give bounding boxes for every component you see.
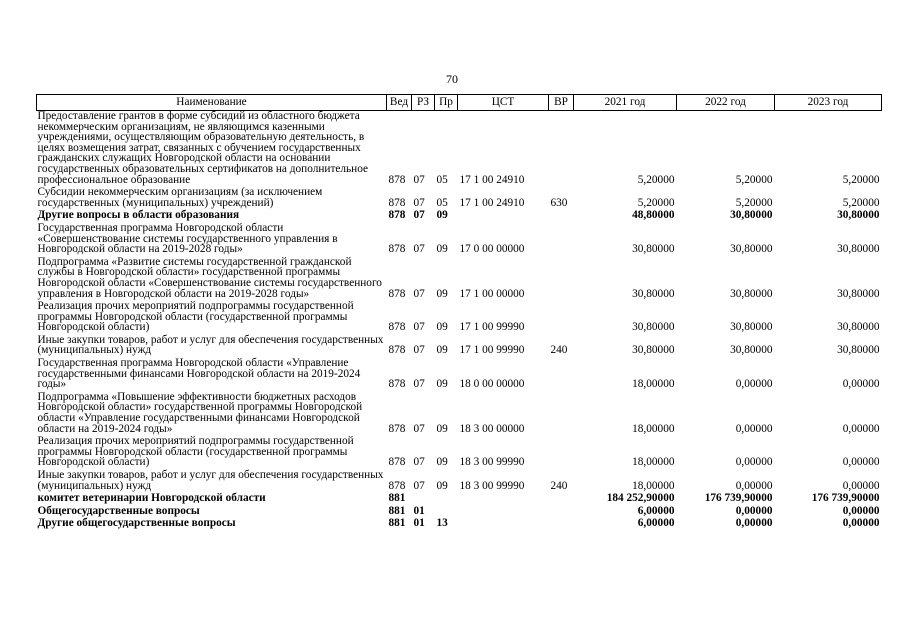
header-name: Наименование [37, 95, 387, 111]
name-cell: Подпрограмма «Повышение эффективности бюджетных расходов Новгородской области» государственной программы Новгородской области «Управление государственными финансами Новгородской области на 2019-2024 годы» [37, 390, 363, 435]
header-cst: ЦСТ [458, 95, 549, 111]
value-2023-cell: 0,00000 [842, 422, 880, 435]
pr-cell: 09 [436, 243, 448, 256]
value-2023-cell: 5,20000 [842, 196, 880, 209]
name-cell: Реализация прочих мероприятий подпрограммы государственной программы Новгородской области (государственной программы Новгородской области) [37, 300, 354, 334]
rz-cell: 07 [413, 422, 425, 435]
cst-cell: 17 1 00 99990 [459, 321, 525, 334]
cst-cell: 17 1 00 99990 [459, 344, 525, 357]
vr-cell: 240 [550, 344, 568, 357]
table-row [37, 301, 882, 335]
value-2023-cell: 5,20000 [842, 173, 880, 186]
vr-cell [549, 506, 574, 519]
value-2022-cell: 0,00000 [735, 456, 773, 469]
name-cell: Иные закупки товаров, работ и услуг для обеспечения государственных (муниципальных) нужд [37, 469, 384, 492]
value-2022-cell: 5,20000 [735, 196, 773, 209]
ved-cell: 878 [388, 422, 406, 435]
value-2022-cell: 30,80000 [730, 209, 773, 222]
pr-cell: 09 [436, 479, 448, 492]
value-2021-cell: 184 252,90000 [606, 492, 675, 505]
cst-cell: 17 0 00 00000 [459, 243, 525, 256]
value-2022-cell: 30,80000 [730, 321, 773, 334]
value-2022-cell: 30,80000 [730, 344, 773, 357]
ved-cell: 878 [388, 287, 406, 300]
pr-cell: 09 [436, 378, 448, 391]
rz-cell: 07 [413, 456, 425, 469]
rz-cell: 07 [413, 243, 425, 256]
rz-cell [412, 493, 435, 506]
table-row [37, 335, 882, 358]
pr-cell: 09 [436, 456, 448, 469]
pr-cell: 09 [436, 321, 448, 334]
table-row [37, 187, 882, 210]
cst-cell: 18 3 00 99990 [459, 479, 525, 492]
rz-cell: 07 [413, 321, 425, 334]
name-cell: Общегосударственные вопросы [37, 504, 200, 517]
header-2021: 2021 год [574, 95, 677, 111]
value-2022-cell: 0,00000 [735, 517, 773, 530]
cst-cell [458, 518, 549, 531]
name-cell: Другие общегосударственные вопросы [37, 517, 236, 530]
vr-cell [549, 392, 574, 436]
name-cell: комитет ветеринарии Новгородской области [37, 492, 266, 505]
ved-cell: 878 [388, 196, 406, 209]
value-2021-cell: 18,00000 [632, 422, 675, 435]
cst-cell: 18 0 00 00000 [459, 378, 525, 391]
header-2022: 2022 год [677, 95, 775, 111]
rz-cell: 07 [413, 173, 425, 186]
pr-cell [435, 493, 458, 506]
table-row [37, 257, 882, 301]
value-2021-cell: 18,00000 [632, 456, 675, 469]
cst-cell: 17 1 00 24910 [459, 173, 525, 186]
table-row [37, 518, 882, 531]
pr-cell: 09 [436, 287, 448, 300]
header-rz: РЗ [412, 95, 435, 111]
vr-cell [549, 301, 574, 335]
budget-table [36, 94, 882, 531]
value-2022-cell: 0,00000 [735, 504, 773, 517]
value-2023-cell: 176 739,90000 [811, 492, 880, 505]
value-2021-cell: 18,00000 [632, 378, 675, 391]
value-2021-cell: 6,00000 [637, 517, 675, 530]
name-cell: Подпрограмма «Развитие системы государственной гражданской службы в Новгородской области» государственной программы Новгородской области «Совершенствование системы государственного управления в Новгородской области на 2019-2028 годы» [37, 255, 382, 300]
value-2023-cell: 0,00000 [842, 504, 880, 517]
table-row [37, 111, 882, 188]
ved-cell: 878 [388, 456, 406, 469]
vr-cell [549, 223, 574, 257]
ved-cell: 878 [388, 378, 406, 391]
ved-cell: 878 [388, 479, 406, 492]
table-row [37, 392, 882, 436]
value-2022-cell: 0,00000 [735, 378, 773, 391]
value-2021-cell: 30,80000 [632, 321, 675, 334]
ved-cell: 878 [388, 209, 406, 222]
pr-cell: 09 [436, 209, 448, 222]
ved-cell: 878 [388, 321, 406, 334]
value-2022-cell: 176 739,90000 [704, 492, 773, 505]
vr-cell [549, 358, 574, 392]
page-number: 70 [446, 72, 458, 86]
cst-cell: 18 3 00 99990 [459, 456, 525, 469]
cst-cell: 17 1 00 24910 [459, 196, 525, 209]
cst-cell: 17 1 00 00000 [459, 287, 525, 300]
ved-cell: 881 [388, 517, 406, 530]
pr-cell: 05 [436, 173, 448, 186]
name-cell: Предоставление грантов в форме субсидий из областного бюджета некоммерческим организациям, не являющимся казенными учреждениями, осуществляющим образовательную деятельность, в целях возмещения затрат, связанных с обучением государственных гражданских служащих Новгородской области на основании государственных образовательных сертификатов на дополнительное профессиональное образование [37, 110, 369, 186]
ved-cell: 878 [388, 243, 406, 256]
table-row [37, 436, 882, 470]
value-2023-cell: 0,00000 [842, 479, 880, 492]
vr-cell: 240 [550, 479, 568, 492]
value-2022-cell: 0,00000 [735, 422, 773, 435]
pr-cell: 13 [436, 517, 448, 530]
value-2023-cell: 30,80000 [837, 321, 880, 334]
value-2022-cell: 5,20000 [735, 173, 773, 186]
value-2021-cell: 6,00000 [637, 504, 675, 517]
cst-cell [458, 210, 549, 223]
rz-cell: 01 [413, 504, 425, 517]
value-2023-cell: 0,00000 [842, 378, 880, 391]
rz-cell: 07 [413, 479, 425, 492]
value-2023-cell: 30,80000 [837, 287, 880, 300]
name-cell: Другие вопросы в области образования [37, 209, 240, 222]
rz-cell: 07 [413, 209, 425, 222]
table-row [37, 470, 882, 493]
cst-cell [458, 493, 549, 506]
value-2021-cell: 18,00000 [632, 479, 675, 492]
rz-cell: 01 [413, 517, 425, 530]
vr-cell [549, 210, 574, 223]
vr-cell [549, 436, 574, 470]
ved-cell: 878 [388, 344, 406, 357]
ved-cell: 881 [388, 504, 406, 517]
value-2021-cell: 30,80000 [632, 243, 675, 256]
ved-cell: 878 [388, 173, 406, 186]
name-cell: Государственная программа Новгородской области «Совершенствование системы государственного управления в Новгородской области на 2019-2028 годы» [37, 221, 338, 256]
ved-cell: 881 [388, 492, 406, 505]
value-2023-cell: 30,80000 [837, 344, 880, 357]
table-header-row [37, 95, 882, 111]
value-2023-cell: 30,80000 [837, 209, 880, 222]
rz-cell: 07 [413, 378, 425, 391]
pr-cell: 09 [436, 344, 448, 357]
rz-cell: 07 [413, 344, 425, 357]
value-2021-cell: 30,80000 [632, 344, 675, 357]
value-2022-cell: 30,80000 [730, 287, 773, 300]
table-row [37, 493, 882, 506]
pr-cell: 09 [436, 422, 448, 435]
vr-cell: 630 [550, 196, 568, 209]
name-cell: Субсидии некоммерческим организациям (за исключением государственных (муниципальных) учреждений) [37, 186, 323, 209]
header-ved: Вед [387, 95, 412, 111]
value-2023-cell: 0,00000 [842, 456, 880, 469]
rz-cell: 07 [413, 196, 425, 209]
name-cell: Реализация прочих мероприятий подпрограммы государственной программы Новгородской области (государственной программы Новгородской области) [37, 435, 354, 469]
cst-cell [458, 506, 549, 519]
value-2023-cell: 0,00000 [842, 517, 880, 530]
vr-cell [549, 257, 574, 301]
rz-cell: 07 [413, 287, 425, 300]
cst-cell: 18 3 00 00000 [459, 422, 525, 435]
value-2022-cell: 30,80000 [730, 243, 773, 256]
table-row [37, 223, 882, 257]
value-2021-cell: 30,80000 [632, 287, 675, 300]
header-vr: ВР [549, 95, 574, 111]
name-cell: Иные закупки товаров, работ и услуг для обеспечения государственных (муниципальных) нужд [37, 333, 384, 357]
header-2023: 2023 год [775, 95, 882, 111]
value-2021-cell: 48,80000 [632, 209, 675, 222]
value-2021-cell: 5,20000 [637, 173, 675, 186]
name-cell: Государственная программа Новгородской области «Управление государственными финансами Новгородской области на 2019-2024 годы» [37, 357, 361, 391]
value-2021-cell: 5,20000 [637, 196, 675, 209]
pr-cell: 05 [436, 196, 448, 209]
vr-cell [549, 111, 574, 188]
value-2022-cell: 0,00000 [735, 479, 773, 492]
header-pr: Пр [435, 95, 458, 111]
vr-cell [549, 493, 574, 506]
table-row [37, 358, 882, 392]
vr-cell [549, 518, 574, 531]
value-2023-cell: 30,80000 [837, 243, 880, 256]
